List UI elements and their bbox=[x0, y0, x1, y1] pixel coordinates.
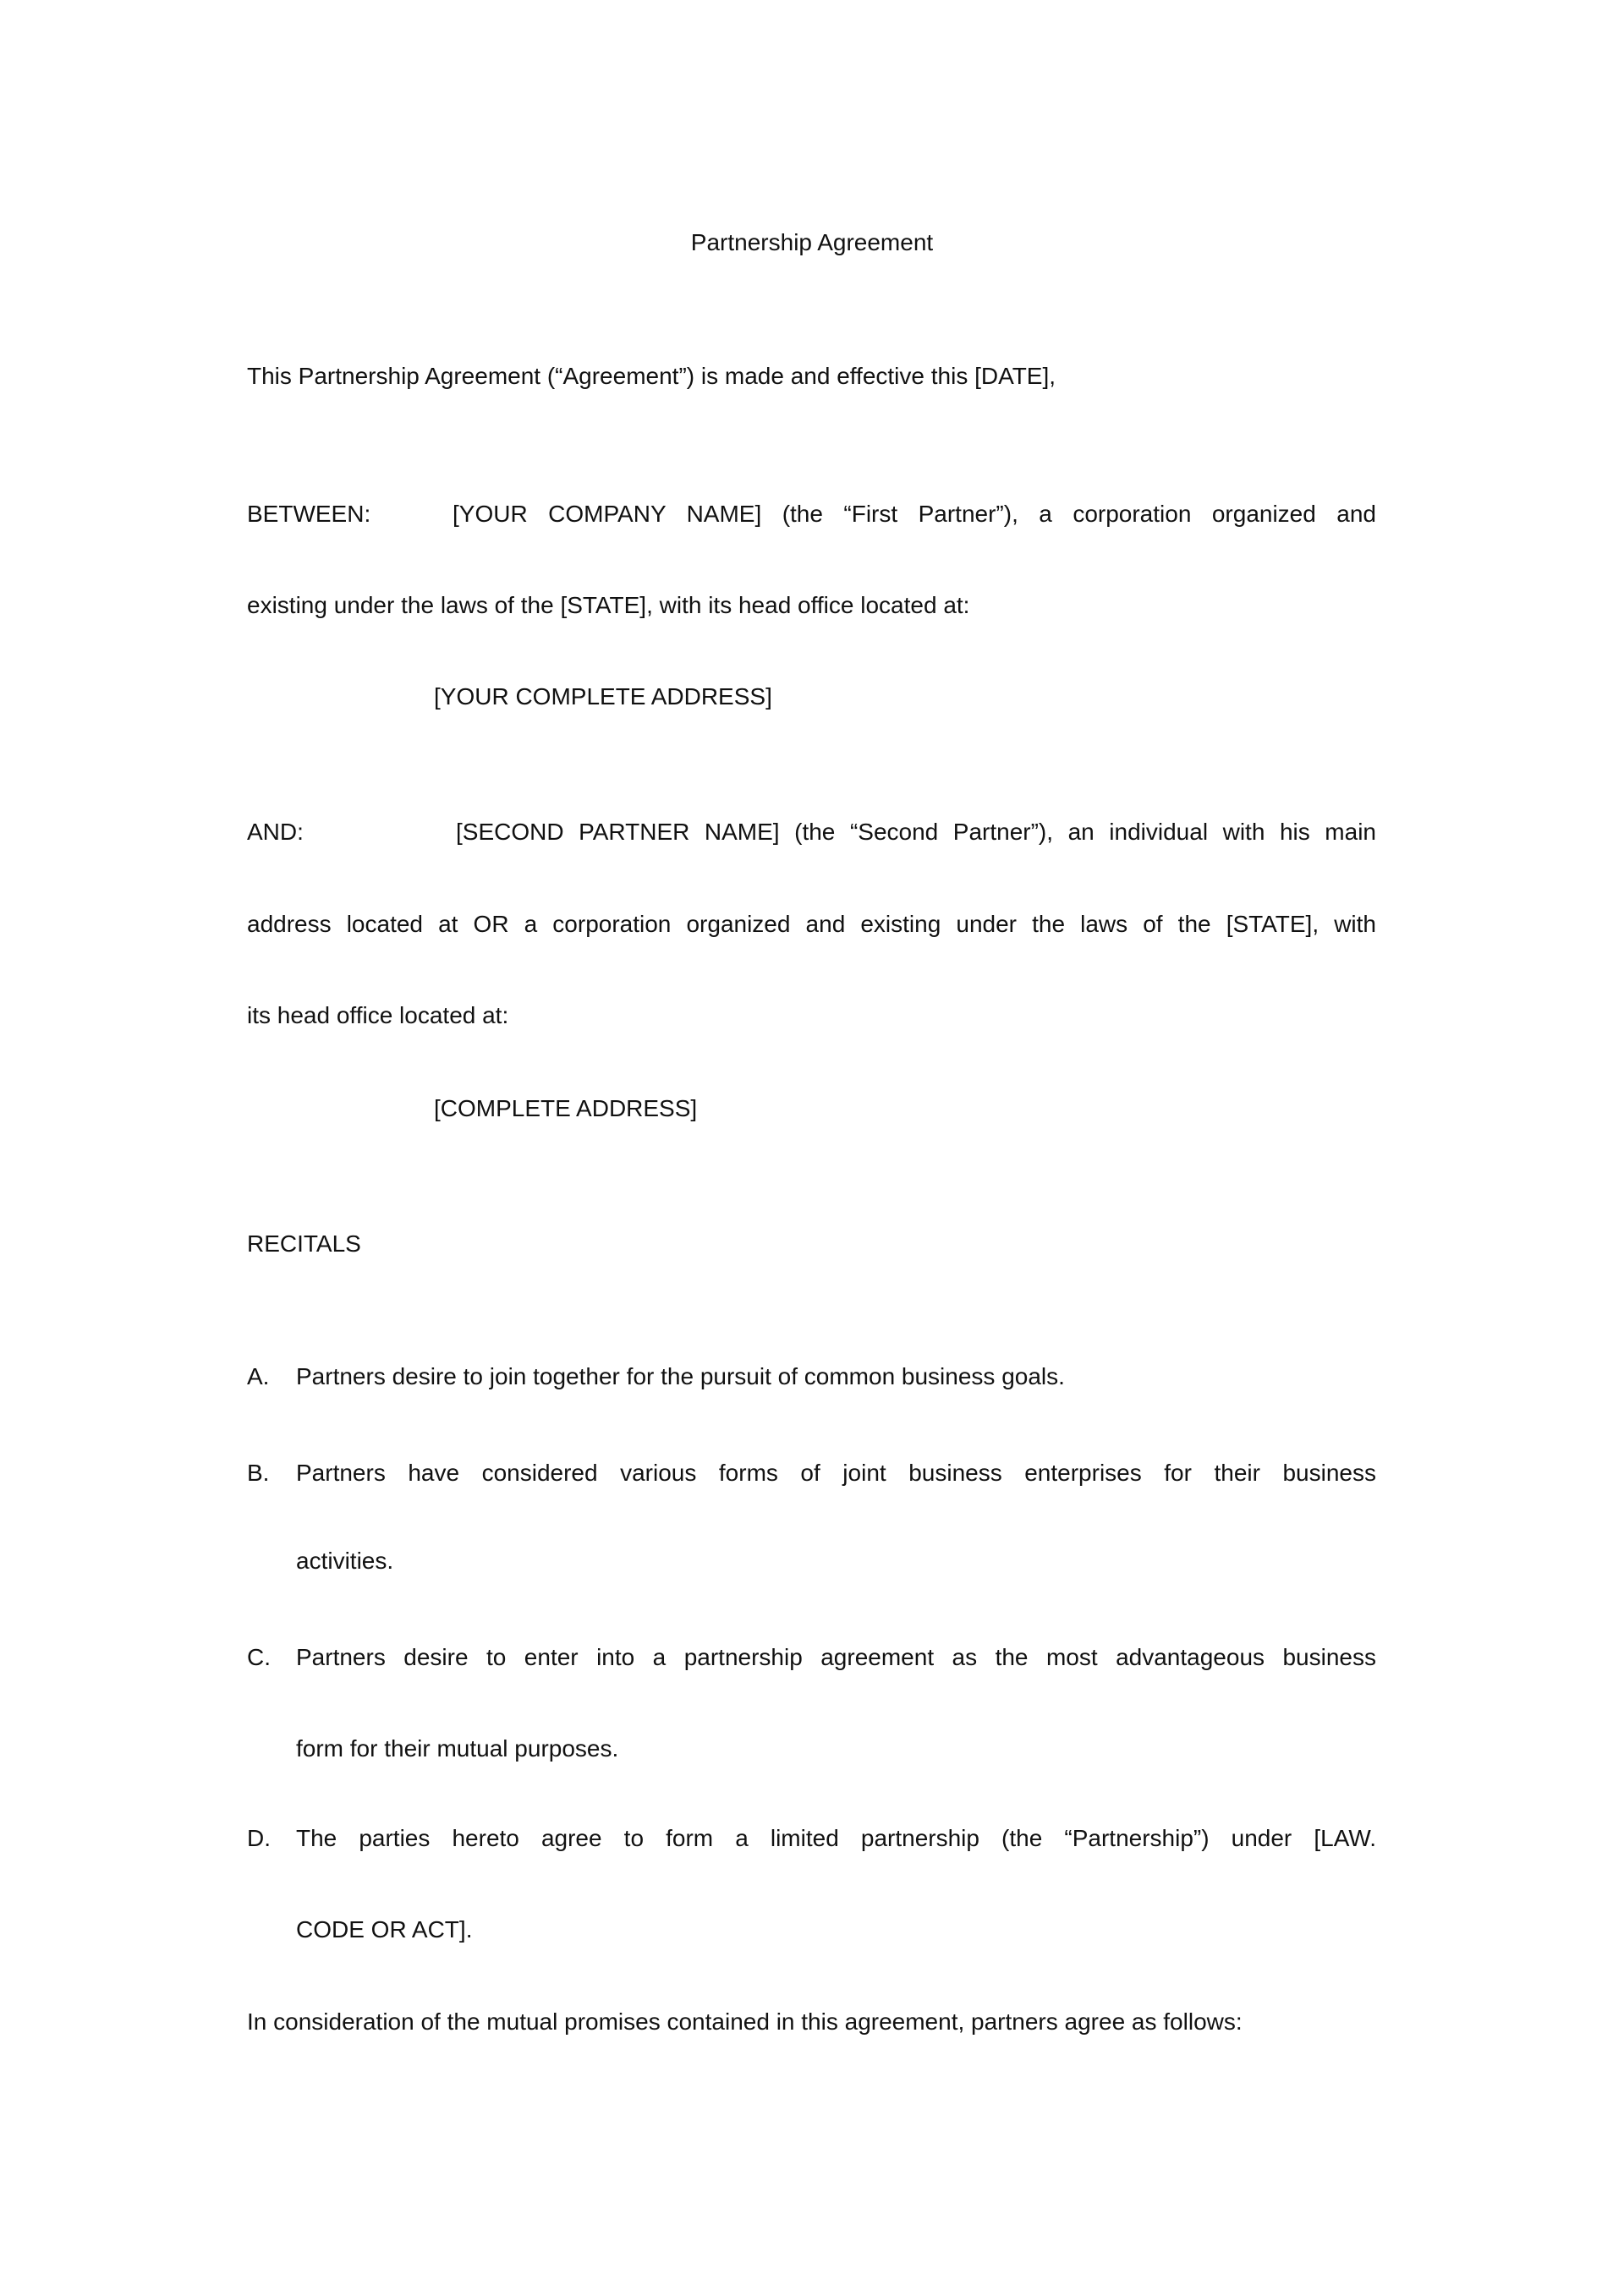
recital-text: Partners desire to join together for the pursuit of common business goals. bbox=[296, 1363, 1065, 1389]
first-partner-line-1: [YOUR COMPANY NAME] (the “First Partner”), a corporation organized and bbox=[453, 501, 1376, 527]
recital-text-continued: activities. bbox=[296, 1548, 394, 1574]
recital-text: Partners desire to enter into a partnership agreement as the most advantageous business bbox=[296, 1644, 1376, 1670]
recital-letter: A. bbox=[247, 1363, 270, 1389]
second-partner-address: [COMPLETE ADDRESS] bbox=[434, 1095, 698, 1121]
recital-text-continued: form for their mutual purposes. bbox=[296, 1735, 619, 1762]
between-label: BETWEEN: bbox=[247, 501, 371, 527]
first-partner-address: [YOUR COMPLETE ADDRESS] bbox=[434, 683, 772, 710]
recital-text-continued: CODE OR ACT]. bbox=[296, 1916, 473, 1943]
recital-text: Partners have considered various forms of joint business enterprises for their business bbox=[296, 1460, 1376, 1486]
intro-paragraph: This Partnership Agreement (“Agreement”) is made and effective this [DATE], bbox=[247, 363, 1056, 389]
recital-text: The parties hereto agree to form a limited partnership (the “Partnership”) under [LAW. bbox=[296, 1825, 1376, 1851]
document-title: Partnership Agreement bbox=[690, 229, 934, 255]
recital-letter: D. bbox=[247, 1825, 271, 1851]
first-partner-line-2: existing under the laws of the [STATE], with its head office located at: bbox=[247, 592, 970, 618]
recital-letter: B. bbox=[247, 1460, 270, 1486]
second-partner-line-3: its head office located at: bbox=[247, 1002, 509, 1028]
second-partner-line-1: [SECOND PARTNER NAME] (the “Second Partner”), an individual with his main bbox=[456, 819, 1376, 845]
recital-letter: C. bbox=[247, 1644, 271, 1670]
second-partner-line-2: address located at OR a corporation organized and existing under the laws of the [STATE], with bbox=[247, 911, 1376, 937]
recitals-heading: RECITALS bbox=[247, 1230, 361, 1257]
and-label: AND: bbox=[247, 819, 304, 845]
closing-paragraph: In consideration of the mutual promises contained in this agreement, partners agree as follows: bbox=[247, 2008, 1243, 2035]
